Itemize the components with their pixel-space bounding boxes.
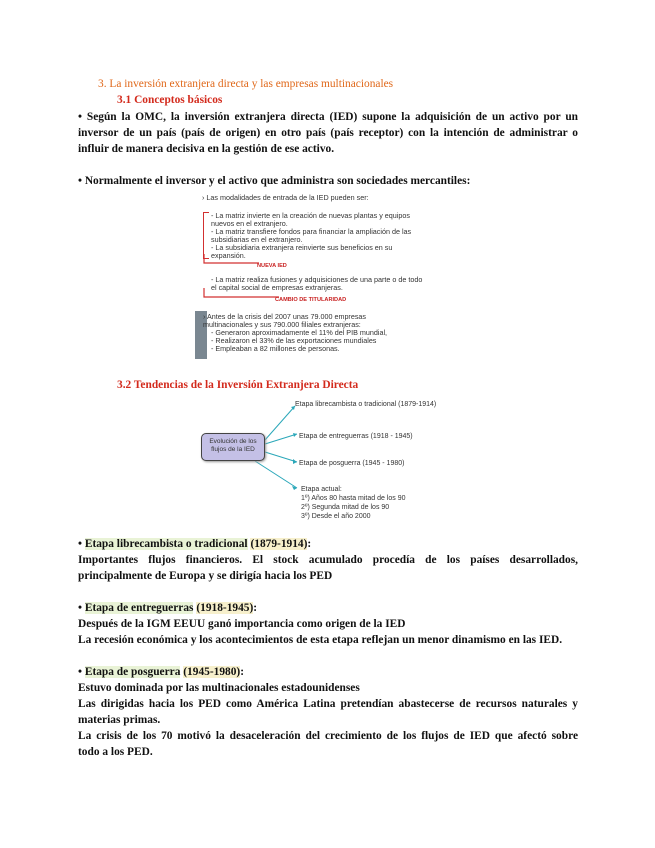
slide-image-modalidades [195, 191, 468, 359]
red-arrow-icon [203, 253, 263, 269]
bullet: • [78, 666, 85, 678]
paragraph-line: inversor de un país (país de origen) en otro país (país receptor) con la intención de administrar o [78, 127, 578, 139]
diagram-label: Etapa de entreguerras (1918 - 1945) [299, 433, 413, 440]
slide-text: - Generaron aproximadamente el 11% del PIB mundial, [211, 328, 388, 337]
paragraph-line: materias primas. [78, 714, 161, 726]
slide-text: expansión. [211, 251, 246, 260]
bullet: • [78, 538, 85, 550]
paragraph-line: Las dirigidas hacia los PED como América Latina pretendían abastecerse de recursos naturales y [78, 698, 578, 710]
bullet: • [78, 602, 85, 614]
slide-text: - La matriz realiza fusiones y adquisiciones de una parte o de todo [211, 275, 423, 284]
etapa-posguerra-title [78, 665, 244, 680]
paragraph-line: principalmente de Europa y se dirigía hacia los PED [78, 570, 333, 582]
diagram-center-box [201, 433, 265, 461]
slide-text: › Antes de la crisis del 2007 unas 79.000 empresas [203, 312, 367, 321]
paragraph-line: influir de manera decisiva en la gestión de ese activo. [78, 143, 335, 155]
diagram-label: 2º) Segunda mitad de los 90 [301, 504, 390, 511]
slide-text: › Las modalidades de entrada de la IED pueden ser: [202, 193, 369, 202]
slide-text: subsidiarias en el extranjero. [211, 235, 303, 244]
slide-text: nuevos en el extranjero. [211, 219, 288, 228]
box-line: flujos de la IED [211, 446, 255, 453]
etapa-years: (1945-1980) [183, 666, 241, 678]
diagram-label: Etapa actual: [301, 486, 342, 493]
paragraph-line: Estuvo dominada por las multinacionales estadounidenses [78, 682, 360, 694]
diagram-label: Etapa librecambista o tradicional (1879-1914) [295, 401, 437, 408]
colon: : [240, 666, 245, 678]
slide-text: el capital social de empresas extranjeras. [211, 283, 343, 292]
etapa-entreguerras-title [78, 601, 257, 616]
slide-text: - La matriz transfiere fondos para financiar la ampliación de las [211, 227, 412, 236]
slide-text: multinacionales y sus 790.000 filiales extranjeras: [203, 320, 361, 329]
paragraph-line: • Según la OMC, la inversión extranjera directa (IED) supone la adquisición de un activo por un [78, 111, 578, 123]
box-line: Evolución de los [209, 438, 257, 445]
red-arrow-icon [203, 287, 283, 303]
diagram-label: 3º) Desde el año 2000 [301, 513, 371, 520]
etapa-librecambista-title [78, 537, 311, 552]
slide-text: - La subsidiaria extranjera reinvierte sus beneficios en su [211, 243, 393, 252]
paragraph-line: La crisis de los 70 motivó la desaceleración del crecimiento de los flujos de IED que afectó sobre [78, 730, 578, 742]
paragraph-line: La recesión económica y los acontecimientos de esta etapa reflejan un menor dinamismo en las IED. [78, 634, 563, 646]
slide-text: - La matriz invierte en la creación de nuevas plantas y equipos [211, 211, 410, 220]
etapa-name: Etapa de entreguerras [84, 602, 194, 614]
etapa-years: (1879-1914) [250, 538, 308, 550]
diagram-evolucion-ied [195, 398, 450, 528]
subsection-3-1-title: 3.1 Conceptos básicos [117, 94, 223, 106]
etapa-name: Etapa librecambista o tradicional [84, 538, 248, 550]
diagram-label: 1º) Años 80 hasta mitad de los 90 [301, 495, 406, 502]
paragraph-line: Importantes flujos financieros. El stock acumulado procedía de los países desarrollados, [78, 554, 578, 566]
slide-text: - Empleaban a 82 millones de personas. [211, 344, 340, 353]
etapa-years: (1918-1945) [196, 602, 254, 614]
diagram-label: Etapa de posguerra (1945 - 1980) [299, 460, 405, 467]
section-heading: 3. La inversión extranjera directa y las empresas multinacionales [98, 78, 394, 90]
red-bracket [203, 212, 209, 259]
colon: : [253, 602, 258, 614]
colon: : [307, 538, 312, 550]
slide-text: - Realizaron el 33% de las exportaciones mundiales [211, 336, 377, 345]
paragraph-line: Después de la IGM EEUU ganó importancia como origen de la IED [78, 618, 406, 630]
slide-tag-nueva-ied: NUEVA IED [257, 263, 287, 269]
subsection-3-2-title: 3.2 Tendencias de la Inversión Extranjera Directa [117, 379, 359, 391]
etapa-name: Etapa de posguerra [84, 666, 181, 678]
paragraph-line: todo a los PED. [78, 746, 153, 758]
slide-tag-cambio-titularidad: CAMBIO DE TITULARIDAD [275, 297, 347, 303]
paragraph-line: • Normalmente el inversor y el activo que administra son sociedades mercantiles: [78, 175, 471, 187]
